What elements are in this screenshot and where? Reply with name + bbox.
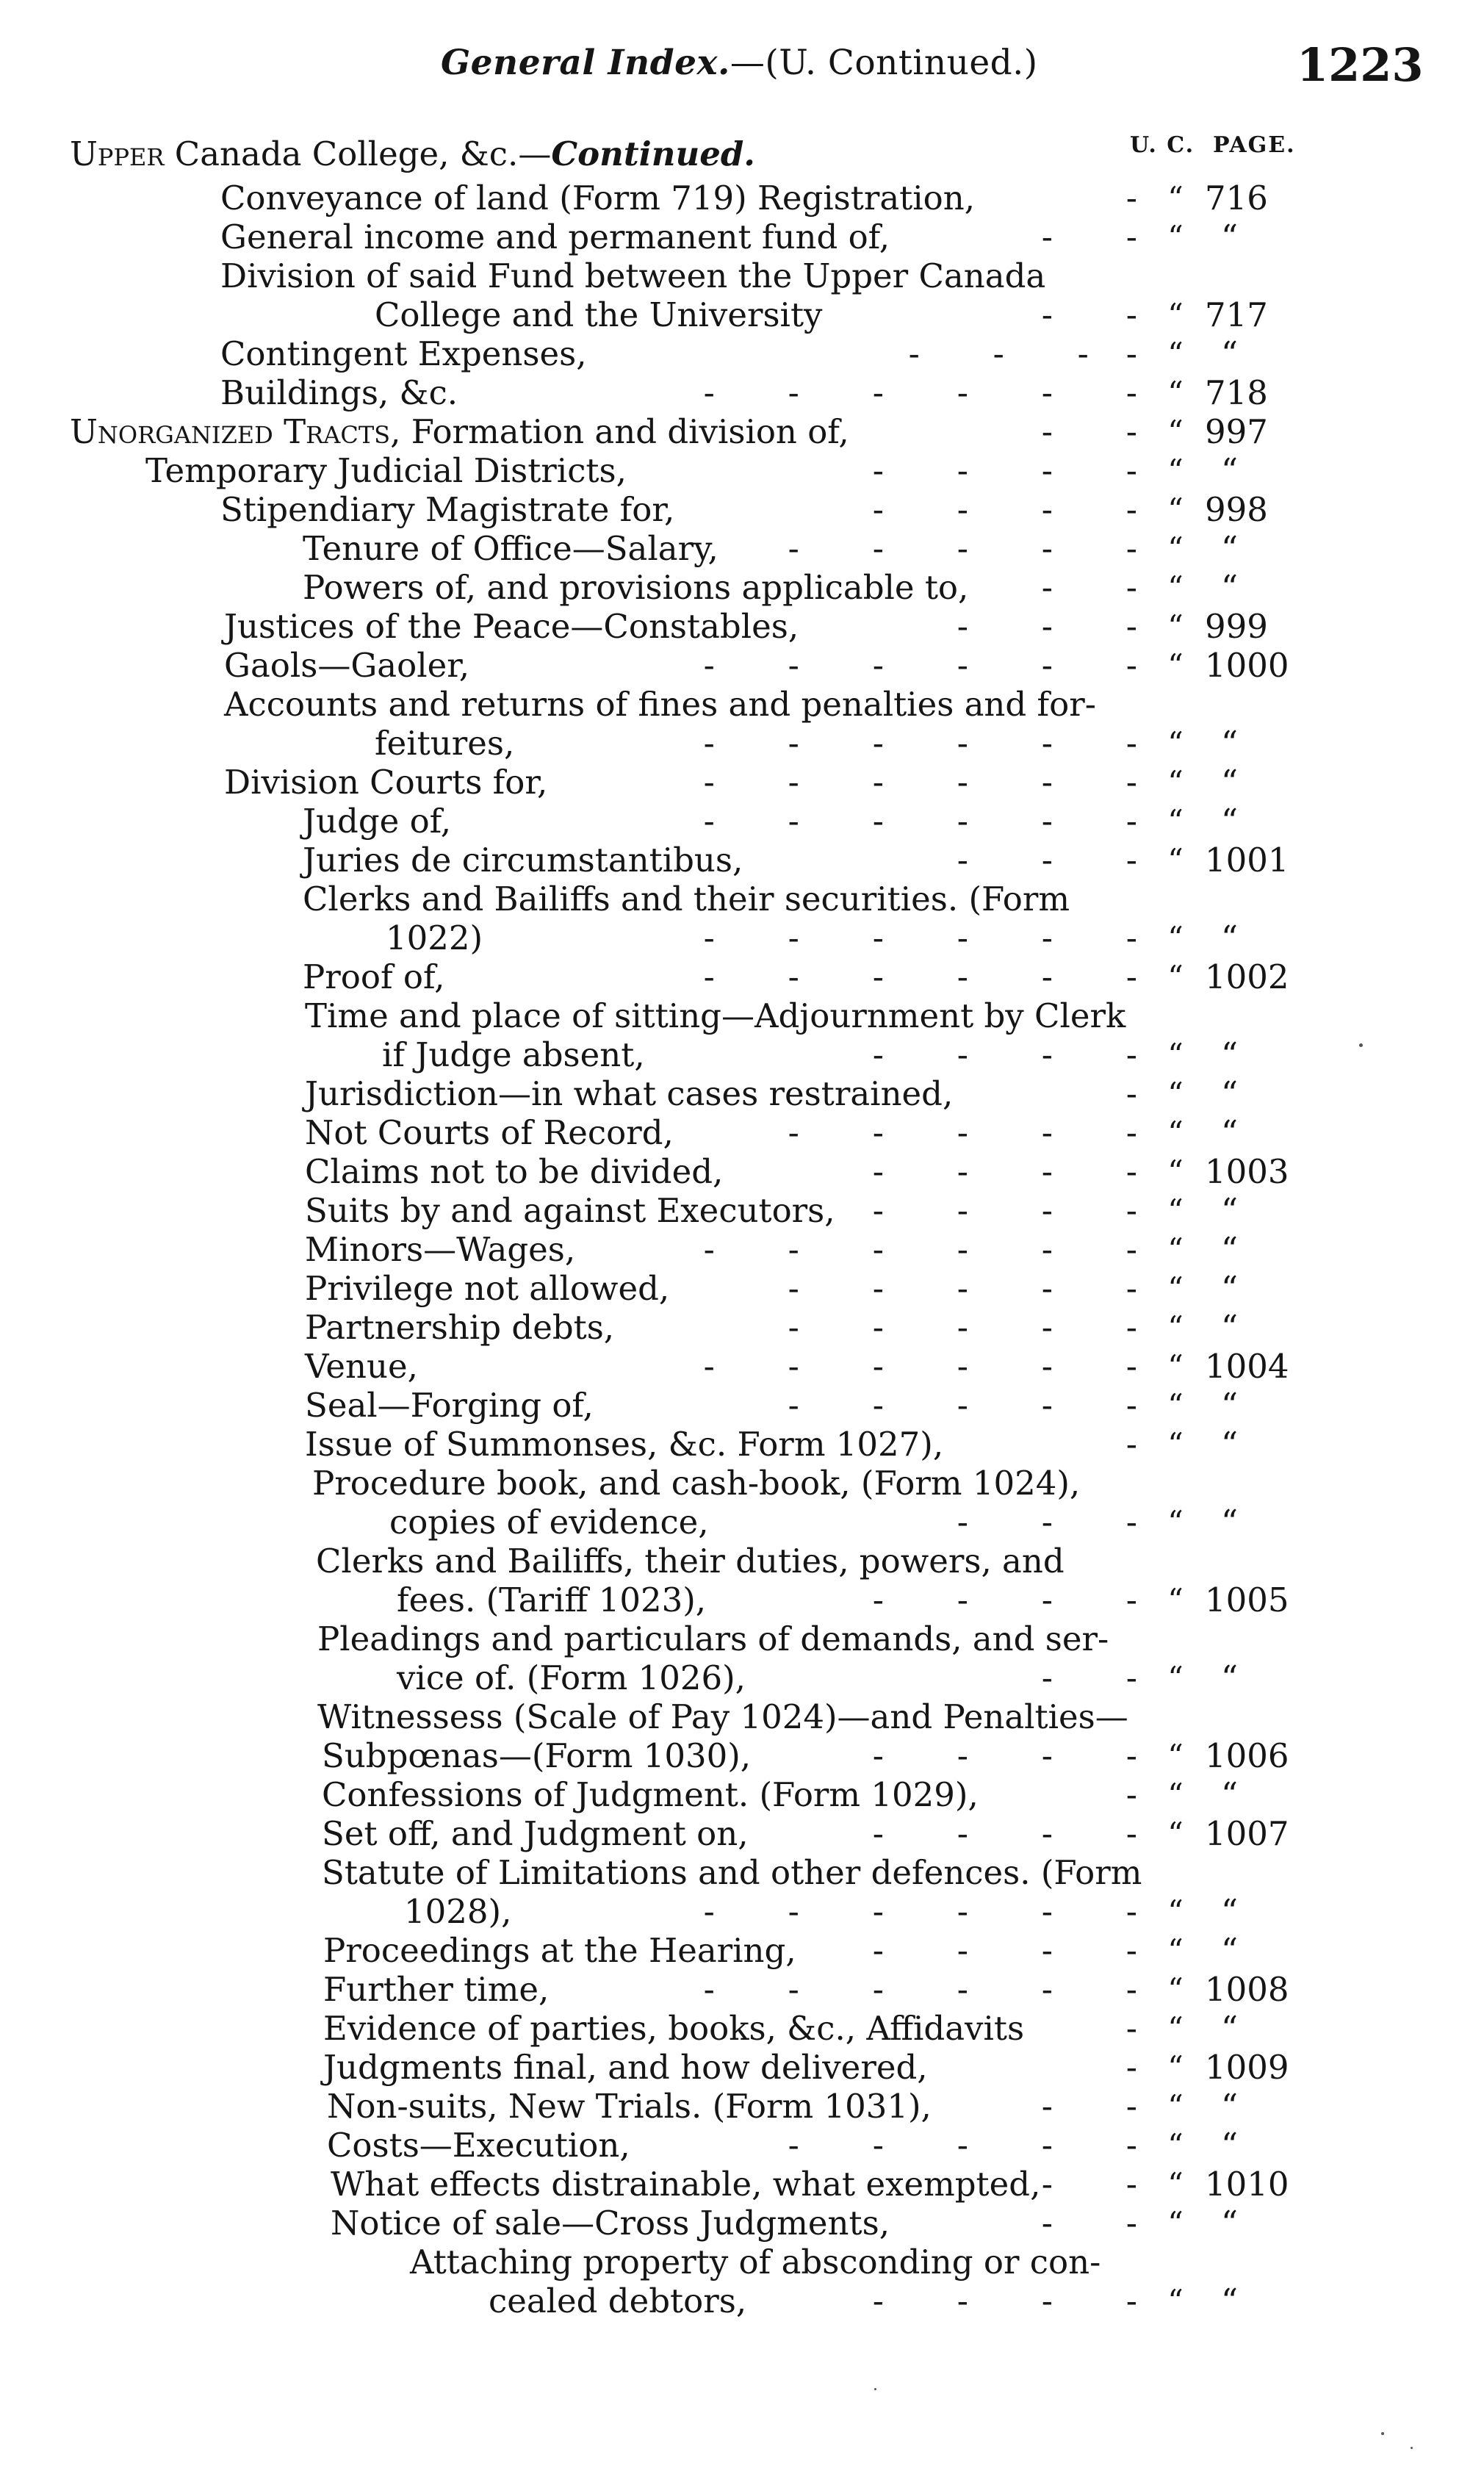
entry-page: “ <box>1221 918 1239 957</box>
leader-dashes: - - <box>1041 1658 1139 1697</box>
index-entry <box>0 879 1484 920</box>
entry-uc-ditto: “ <box>1167 1115 1184 1151</box>
index-entry <box>0 2008 1484 2049</box>
entry-uc-ditto: “ <box>1167 531 1184 567</box>
entry-page: 1009 <box>1205 2048 1289 2087</box>
paper-speck <box>1381 2432 1384 2435</box>
entry-text: Witnessess (Scale of Pay 1024)—and Penalties— <box>317 1697 1128 1736</box>
index-entry <box>0 528 1484 569</box>
entry-text: Venue, <box>305 1347 418 1386</box>
leader-dashes: - - - - <box>872 1814 1139 1853</box>
index-entry <box>0 1930 1484 1971</box>
entry-text: Notice of sale—Cross Judgments, <box>331 2204 890 2243</box>
entry-uc-ditto: “ <box>1167 1348 1184 1384</box>
leader-dashes: - - <box>1041 2204 1139 2243</box>
entry-uc-ditto: “ <box>1167 1154 1184 1190</box>
leader-dashes: - - <box>1041 217 1139 256</box>
index-entry <box>0 762 1484 803</box>
entry-text: Contingent Expenses, <box>220 334 587 373</box>
index-entry <box>0 178 1484 219</box>
leader-dashes: - <box>1125 2048 1139 2087</box>
leader-dashes: - - - <box>957 1503 1139 1542</box>
entry-text: Gaols—Gaoler, <box>224 646 470 685</box>
entry-text: Powers of, and provisions applicable to, <box>303 568 969 607</box>
entry-page: “ <box>1221 1074 1239 1113</box>
index-entry <box>0 1074 1484 1115</box>
entry-uc-ditto: “ <box>1167 1816 1184 1852</box>
leader-dashes: - - - - - - <box>703 918 1139 957</box>
entry-page: “ <box>1221 2281 1239 2320</box>
entry-uc-ditto: “ <box>1167 764 1184 800</box>
entry-text: Subpœnas—(Form 1030), <box>322 1736 752 1775</box>
entry-page: 718 <box>1205 373 1268 412</box>
entry-text: fees. (Tariff 1023), <box>397 1581 707 1619</box>
index-entry <box>0 1151 1484 1193</box>
entry-page: “ <box>1221 1386 1239 1425</box>
entry-uc-ditto: “ <box>1167 1076 1184 1112</box>
entry-uc-ditto: “ <box>1167 647 1184 683</box>
entry-uc-ditto: “ <box>1167 2283 1184 2319</box>
index-entry <box>0 2281 1484 2322</box>
entry-text: Evidence of parties, books, &c., Affidavits <box>323 2009 1025 2048</box>
leader-dashes: - - - - <box>872 451 1139 490</box>
index-entry <box>0 1229 1484 1270</box>
entry-page: 998 <box>1205 490 1268 529</box>
leader-dashes: - - - - - - <box>703 1347 1139 1386</box>
entry-page: “ <box>1221 568 1239 607</box>
index-entry <box>0 217 1484 258</box>
entry-uc-ditto: “ <box>1167 608 1184 644</box>
index-entry <box>0 606 1484 647</box>
entry-text: Tenure of Office—Salary, <box>303 529 718 568</box>
entry-text: Non-suits, New Trials. (Form 1031), <box>327 2087 932 2126</box>
entry-text: Further time, <box>323 1970 550 2009</box>
entry-page: 1006 <box>1205 1736 1289 1775</box>
leader-dashes: - - - - - - <box>703 802 1139 841</box>
entry-text: Clerks and Bailiffs, their duties, powers, and <box>316 1542 1065 1581</box>
entry-uc-ditto: “ <box>1167 414 1184 450</box>
entry-page: 717 <box>1205 295 1268 334</box>
leader-dashes: - - - - <box>872 1191 1139 1230</box>
entry-page: 1004 <box>1205 1347 1289 1386</box>
entry-uc-ditto: “ <box>1167 2205 1184 2241</box>
leader-dashes: - - - - - <box>788 1269 1139 1308</box>
entry-text: Conveyance of land (Form 719) Registration, <box>220 179 976 217</box>
entry-page: “ <box>1221 1503 1239 1542</box>
entry-page: “ <box>1221 217 1239 256</box>
entry-page: “ <box>1221 724 1239 763</box>
entry-page: 1008 <box>1205 1970 1289 2009</box>
entry-text: Not Courts of Record, <box>305 1113 674 1152</box>
index-entry <box>0 840 1484 881</box>
entry-text: Proceedings at the Hearing, <box>323 1931 796 1970</box>
entry-text: Time and place of sitting—Adjournment by Clerk <box>305 996 1126 1035</box>
leader-dashes: - - - - - - <box>703 1970 1139 2009</box>
entry-text: Pleadings and particulars of demands, and ser- <box>317 1619 1109 1658</box>
entry-uc-ditto: “ <box>1167 1193 1184 1229</box>
entry-page: “ <box>1221 763 1239 802</box>
index-entry <box>0 134 1484 175</box>
entry-text: copies of evidence, <box>389 1503 709 1542</box>
entry-uc-ditto: “ <box>1167 1037 1184 1073</box>
leader-dashes: - - - - <box>872 1736 1139 1775</box>
entry-uc-ditto: “ <box>1167 1777 1184 1813</box>
entry-text: Justices of the Peace—Constables, <box>224 607 799 646</box>
entry-text: Procedure book, and cash-book, (Form 1024), <box>312 1464 1081 1503</box>
entry-page: “ <box>1221 2204 1239 2243</box>
entry-uc-ditto: “ <box>1167 920 1184 956</box>
index-entry <box>0 1969 1484 2010</box>
entry-uc-ditto: “ <box>1167 2049 1184 2085</box>
entry-uc-ditto: “ <box>1167 336 1184 372</box>
entry-uc-ditto: “ <box>1167 219 1184 255</box>
entry-text: Issue of Summonses, &c. Form 1027), <box>305 1425 944 1464</box>
leader-dashes: - <box>1125 2009 1139 2048</box>
index-entry <box>0 1619 1484 1660</box>
index-entry <box>0 1346 1484 1387</box>
header-title: General Index. <box>441 43 730 83</box>
leader-dashes: - - - - - - <box>703 1230 1139 1269</box>
entry-page: 997 <box>1205 412 1268 451</box>
entry-uc-ditto: “ <box>1167 569 1184 605</box>
index-entry <box>0 411 1484 453</box>
entry-text: Juries de circumstantibus, <box>303 841 743 880</box>
entry-uc-ditto: “ <box>1167 180 1184 216</box>
index-entry <box>0 996 1484 1037</box>
index-entry <box>0 1268 1484 1309</box>
entry-uc-ditto: “ <box>1167 2166 1184 2202</box>
leader-dashes: - - - - <box>872 490 1139 529</box>
leader-dashes: - - - - - - <box>703 373 1139 412</box>
entry-uc-ditto: “ <box>1167 1504 1184 1540</box>
leader-dashes: - - - - - - <box>703 724 1139 763</box>
leader-dashes: - - - - <box>908 334 1139 373</box>
entry-text: Confessions of Judgment. (Form 1029), <box>322 1775 979 1814</box>
entry-text: Clerks and Bailiffs and their securities. (Form <box>303 880 1070 918</box>
entry-page: 999 <box>1205 607 1268 646</box>
entry-uc-ditto: “ <box>1167 1660 1184 1696</box>
entry-text: General income and permanent fund of, <box>220 217 890 256</box>
entry-uc-ditto: “ <box>1167 1387 1184 1423</box>
leader-dashes: - - - <box>957 841 1139 880</box>
entry-page: “ <box>1221 1035 1239 1074</box>
entry-page: 1000 <box>1205 646 1289 685</box>
index-entry <box>0 645 1484 686</box>
leader-dashes: - <box>1125 1074 1139 1113</box>
entry-text: Claims not to be divided, <box>305 1152 724 1191</box>
entry-page: 716 <box>1205 179 1268 217</box>
index-entry <box>0 1697 1484 1738</box>
leader-dashes: - - - - <box>872 1152 1139 1191</box>
column-header-uc: U. C. <box>1130 132 1195 158</box>
entry-uc-ditto: “ <box>1167 1231 1184 1267</box>
entry-page: 1010 <box>1205 2165 1289 2204</box>
leader-dashes: - - - - - - <box>703 763 1139 802</box>
entry-page: “ <box>1221 1269 1239 1308</box>
index-entry <box>0 801 1484 842</box>
leader-dashes: - - - - <box>872 1931 1139 1970</box>
column-header-page: PAGE. <box>1212 132 1296 158</box>
index-entry <box>0 2203 1484 2244</box>
entry-page: 1005 <box>1205 1581 1289 1619</box>
index-entry <box>0 1541 1484 1582</box>
index-entry <box>0 2047 1484 2088</box>
entry-text: Temporary Judicial Districts, <box>145 451 627 490</box>
entry-uc-ditto: “ <box>1167 1971 1184 2007</box>
index-entry <box>0 256 1484 297</box>
index-entry <box>0 1813 1484 1855</box>
index-entry <box>0 2086 1484 2127</box>
entry-page: 1007 <box>1205 1814 1289 1853</box>
entry-page: “ <box>1221 1931 1239 1970</box>
leader-dashes: - - <box>1041 295 1139 334</box>
entry-page: “ <box>1221 1425 1239 1464</box>
index-entry <box>0 450 1484 492</box>
index-entry <box>0 2242 1484 2283</box>
paper-speck <box>1411 2447 1413 2449</box>
entry-page: “ <box>1221 529 1239 568</box>
entry-uc-ditto: “ <box>1167 842 1184 878</box>
leader-dashes: - <box>1125 179 1139 217</box>
entry-uc-ditto: “ <box>1167 2127 1184 2163</box>
entry-page: “ <box>1221 1308 1239 1347</box>
leader-dashes: - - - - - - <box>703 646 1139 685</box>
entry-text: Statute of Limitations and other defences. (Form <box>322 1853 1142 1892</box>
entry-text: What effects distrainable, what exempted, <box>331 2165 1041 2204</box>
entry-text: Attaching property of absconding or con- <box>410 2243 1101 2281</box>
index-entry <box>0 1307 1484 1348</box>
entry-text: Minors—Wages, <box>305 1230 576 1269</box>
entry-text: 1028), <box>404 1892 512 1931</box>
index-entry <box>0 295 1484 336</box>
leader-dashes: - - <box>1041 412 1139 451</box>
entry-uc-ditto: “ <box>1167 492 1184 528</box>
leader-dashes: - - <box>1041 2087 1139 2126</box>
entry-page: “ <box>1221 334 1239 373</box>
index-entry <box>0 1502 1484 1543</box>
entry-uc-ditto: “ <box>1167 1270 1184 1306</box>
index-entry <box>0 1852 1484 1894</box>
index-entry <box>0 1463 1484 1504</box>
leader-dashes: - - - - <box>872 2281 1139 2320</box>
index-entry <box>0 373 1484 414</box>
leader-dashes: - <box>1125 1425 1139 1464</box>
leader-dashes: - <box>1125 1775 1139 1814</box>
entry-uc-ditto: “ <box>1167 2010 1184 2046</box>
entry-page: “ <box>1221 1658 1239 1697</box>
index-entry <box>0 2164 1484 2205</box>
index-entry <box>0 1035 1484 1076</box>
entry-text: Buildings, &c. <box>220 373 458 412</box>
index-entry <box>0 1385 1484 1426</box>
leader-dashes: - - - - - - <box>703 1892 1139 1931</box>
entry-text: if Judge absent, <box>382 1035 645 1074</box>
entry-page: 1001 <box>1205 841 1289 880</box>
index-entry <box>0 723 1484 764</box>
index-entry <box>0 1891 1484 1932</box>
index-entry <box>0 1736 1484 1777</box>
header-subtitle: —(U. Continued.) <box>730 43 1038 83</box>
entry-text: Proof of, <box>303 957 445 996</box>
page-number: 1223 <box>1297 38 1424 92</box>
entry-text: Accounts and returns of fines and penalties and for- <box>224 685 1096 724</box>
entry-uc-ditto: “ <box>1167 803 1184 839</box>
entry-text: Costs—Execution, <box>327 2126 630 2165</box>
entry-page: “ <box>1221 451 1239 490</box>
leader-dashes: - - <box>1041 2165 1139 2204</box>
entry-page: 1002 <box>1205 957 1289 996</box>
entry-uc-ditto: “ <box>1167 1894 1184 1930</box>
entry-page: “ <box>1221 2009 1239 2048</box>
entry-uc-ditto: “ <box>1167 453 1184 489</box>
entry-page: “ <box>1221 1892 1239 1931</box>
leader-dashes: - - - - - <box>788 1308 1139 1347</box>
entry-text: Set off, and Judgment on, <box>322 1814 749 1853</box>
entry-page: “ <box>1221 1230 1239 1269</box>
entry-text: Upper Canada College, &c.—Continued. <box>70 134 755 173</box>
index-entry <box>0 1658 1484 1699</box>
entry-text: Division Courts for, <box>224 763 548 802</box>
leader-dashes: - - - - <box>872 1035 1139 1074</box>
entry-page: “ <box>1221 1775 1239 1814</box>
leader-dashes: - - <box>1041 568 1139 607</box>
leader-dashes: - - - - <box>872 1581 1139 1619</box>
entry-uc-ditto: “ <box>1167 1426 1184 1462</box>
entry-uc-ditto: “ <box>1167 375 1184 411</box>
index-entry <box>0 567 1484 608</box>
index-entry <box>0 1112 1484 1154</box>
leader-dashes: - - - - - <box>788 1113 1139 1152</box>
index-entry <box>0 2125 1484 2166</box>
entry-uc-ditto: “ <box>1167 297 1184 333</box>
entry-text: Seal—Forging of, <box>305 1386 594 1425</box>
entry-page: “ <box>1221 802 1239 841</box>
entry-uc-ditto: “ <box>1167 1738 1184 1774</box>
leader-dashes: - - - - - - <box>703 957 1139 996</box>
entry-uc-ditto: “ <box>1167 1309 1184 1345</box>
entry-uc-ditto: “ <box>1167 1932 1184 1968</box>
index-entry <box>0 684 1484 725</box>
entry-text: Judge of, <box>303 802 452 841</box>
entry-text: vice of. (Form 1026), <box>397 1658 746 1697</box>
index-entry <box>0 489 1484 531</box>
entry-text: Jurisdiction—in what cases restrained, <box>305 1074 954 1113</box>
entry-text: Suits by and against Executors, <box>305 1191 835 1230</box>
index-entry <box>0 1774 1484 1816</box>
entry-uc-ditto: “ <box>1167 959 1184 995</box>
entry-text: College and the University <box>375 295 823 334</box>
leader-dashes: - - - - - <box>788 1386 1139 1425</box>
entry-text: Judgments final, and how delivered, <box>323 2048 928 2087</box>
paper-speck <box>1359 1043 1363 1047</box>
entry-text: 1022) <box>386 918 483 957</box>
index-entry <box>0 957 1484 998</box>
leader-dashes: - - - - - <box>788 529 1139 568</box>
index-entry <box>0 334 1484 375</box>
entry-page: “ <box>1221 2087 1239 2126</box>
entry-text: Unorganized Tracts, Formation and division of, <box>70 412 849 451</box>
entry-text: Partnership debts, <box>305 1308 615 1347</box>
entry-uc-ditto: “ <box>1167 725 1184 761</box>
entry-uc-ditto: “ <box>1167 1582 1184 1618</box>
entry-text: Stipendiary Magistrate for, <box>220 490 675 529</box>
entry-text: Privilege not allowed, <box>305 1269 670 1308</box>
entry-text: cealed debtors, <box>489 2281 747 2320</box>
leader-dashes: - - - <box>957 607 1139 646</box>
index-entry <box>0 918 1484 959</box>
entry-text: feitures, <box>375 724 515 763</box>
paper-speck <box>874 2388 876 2390</box>
entry-page: “ <box>1221 1113 1239 1152</box>
entry-text: Division of said Fund between the Upper Canada <box>220 256 1046 295</box>
entry-page: “ <box>1221 1191 1239 1230</box>
index-entry <box>0 1190 1484 1231</box>
index-entry <box>0 1580 1484 1621</box>
index-entry <box>0 1424 1484 1465</box>
entry-page: “ <box>1221 2126 1239 2165</box>
entry-page: 1003 <box>1205 1152 1289 1191</box>
entry-uc-ditto: “ <box>1167 2088 1184 2124</box>
leader-dashes: - - - - - <box>788 2126 1139 2165</box>
